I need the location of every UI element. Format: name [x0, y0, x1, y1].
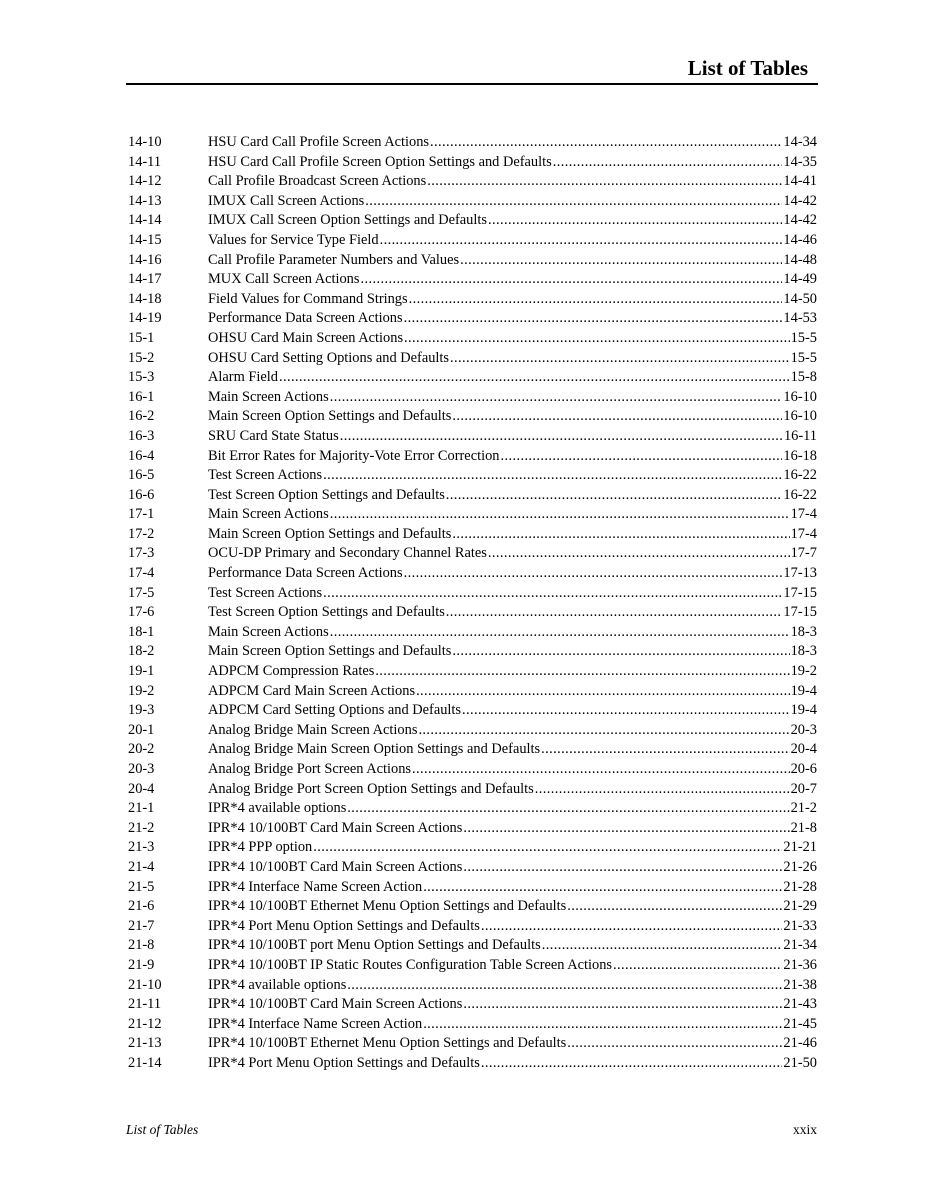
dot-leader [463, 858, 782, 878]
toc-entry[interactable] [128, 780, 817, 800]
table-title: Call Profile Broadcast Screen Actions [208, 173, 427, 190]
table-number: 16-1 [128, 388, 155, 405]
dot-leader [427, 172, 782, 192]
dot-leader [567, 1034, 782, 1054]
table-number: 21-13 [128, 1035, 162, 1052]
page-reference: 16-22 [783, 486, 817, 503]
table-title: Test Screen Option Settings and Defaults [208, 486, 445, 503]
dot-leader [365, 192, 782, 212]
page-reference: 16-11 [783, 427, 817, 444]
page-reference: 17-4 [790, 525, 817, 542]
table-number: 15-1 [128, 329, 155, 346]
table-number: 20-3 [128, 761, 155, 777]
table-number: 17-4 [128, 565, 155, 582]
table-number: 19-3 [128, 702, 155, 719]
page-reference: 15-5 [790, 349, 817, 366]
page-reference: 21-33 [783, 917, 817, 934]
table-title: IPR*4 10/100BT Ethernet Menu Option Settings and Defaults [208, 1035, 567, 1052]
table-number: 16-6 [128, 486, 155, 503]
table-title: Test Screen Option Settings and Defaults [208, 604, 445, 621]
toc-entry[interactable] [128, 329, 817, 349]
toc-entry[interactable] [128, 956, 817, 976]
dot-leader [613, 956, 782, 976]
table-number: 19-1 [128, 663, 155, 680]
dot-leader [567, 897, 782, 917]
table-number: 14-17 [128, 271, 162, 288]
table-title: IPR*4 10/100BT port Menu Option Settings and Defaults [208, 937, 541, 954]
table-title: IPR*4 10/100BT Card Main Screen Actions [208, 858, 463, 875]
table-number: 21-3 [128, 839, 155, 856]
toc-entry[interactable] [128, 309, 817, 329]
toc-entry[interactable] [128, 486, 817, 506]
table-title: ADPCM Card Main Screen Actions [208, 682, 416, 699]
table-title: Test Screen Actions [208, 467, 323, 484]
toc-entry[interactable] [128, 388, 817, 408]
dot-leader [330, 505, 790, 525]
dot-leader [404, 564, 783, 584]
toc-entry[interactable] [128, 564, 817, 584]
page-title: List of Tables [687, 56, 808, 80]
toc-entry[interactable] [128, 133, 817, 153]
toc-entry[interactable] [128, 897, 817, 917]
table-title: Main Screen Option Settings and Defaults [208, 525, 452, 542]
table-number: 20-2 [128, 741, 155, 758]
page-reference: 14-46 [783, 231, 817, 248]
toc-entry[interactable] [128, 544, 817, 564]
toc-entry[interactable] [128, 701, 817, 721]
table-title: IMUX Call Screen Actions [208, 192, 365, 209]
page-reference: 19-4 [790, 682, 817, 699]
table-number: 18-2 [128, 643, 155, 660]
toc-entry[interactable] [128, 799, 817, 819]
table-title: IPR*4 10/100BT IP Static Routes Configuration Table Screen Actions [208, 956, 613, 973]
table-number: 21-4 [128, 858, 155, 875]
dot-leader [463, 995, 782, 1015]
page-reference: 17-7 [790, 545, 817, 562]
toc-entry[interactable] [128, 192, 817, 212]
table-number: 19-2 [128, 682, 155, 699]
page-reference: 21-21 [783, 839, 817, 856]
toc-entry[interactable] [128, 740, 817, 760]
table-title: Performance Data Screen Actions [208, 310, 403, 327]
toc-entry[interactable] [128, 153, 817, 173]
toc-entry[interactable] [128, 349, 817, 369]
toc-entry[interactable] [128, 917, 817, 937]
toc-entry[interactable] [128, 270, 817, 290]
page-reference: 17-4 [790, 506, 817, 523]
table-title: IPR*4 Interface Name Screen Action [208, 1015, 423, 1032]
table-number: 20-1 [128, 721, 155, 738]
toc-entry[interactable] [128, 1034, 817, 1054]
table-title: IPR*4 PPP option [208, 839, 313, 856]
page-reference: 16-22 [783, 467, 817, 484]
toc-entry[interactable] [128, 447, 817, 467]
page-reference: 15-5 [790, 329, 817, 346]
page-reference: 20-3 [790, 721, 817, 738]
page-reference: 14-53 [783, 310, 817, 327]
dot-leader [330, 388, 783, 408]
table-number: 17-6 [128, 604, 155, 621]
toc-entry[interactable] [128, 995, 817, 1015]
dot-leader [404, 309, 783, 329]
table-number: 21-10 [128, 976, 162, 993]
page-reference: 14-34 [783, 134, 817, 150]
toc-entry[interactable] [128, 172, 817, 192]
table-title: Field Values for Command Strings [208, 290, 408, 307]
dot-leader [279, 368, 790, 388]
table-number: 14-16 [128, 251, 162, 268]
table-title: Main Screen Actions [208, 388, 329, 405]
table-number: 16-5 [128, 467, 155, 484]
table-title: Values for Service Type Field [208, 231, 379, 248]
dot-leader [450, 349, 790, 369]
table-title: Analog Bridge Port Screen Actions [208, 761, 412, 777]
table-number: 16-2 [128, 408, 155, 425]
toc-entry[interactable] [128, 466, 817, 486]
page-reference: 16-18 [783, 447, 817, 464]
page-reference: 14-35 [783, 153, 817, 170]
toc-entry[interactable] [128, 584, 817, 604]
table-title: IMUX Call Screen Option Settings and Defaults [208, 212, 487, 229]
table-number: 20-4 [128, 780, 155, 797]
dot-leader [452, 642, 789, 662]
dot-leader [481, 1054, 783, 1074]
page-reference: 14-50 [783, 290, 817, 307]
toc-entry[interactable] [128, 427, 817, 447]
table-title: IPR*4 Port Menu Option Settings and Defaults [208, 917, 480, 934]
table-number: 17-3 [128, 545, 155, 562]
page-reference: 20-6 [790, 761, 817, 777]
page-reference: 14-42 [783, 212, 817, 229]
page-reference: 16-10 [783, 408, 817, 425]
page-reference: 21-2 [790, 800, 817, 817]
table-number: 14-10 [128, 134, 162, 150]
page-reference: 21-45 [783, 1015, 817, 1032]
table-number: 16-3 [128, 427, 155, 444]
dot-leader [446, 603, 783, 623]
toc-entry[interactable] [128, 505, 817, 525]
toc-entry[interactable] [128, 819, 817, 839]
dot-leader [416, 682, 790, 702]
toc-entry[interactable] [128, 760, 817, 780]
table-number: 21-9 [128, 956, 155, 973]
table-number: 14-13 [128, 192, 162, 209]
page-reference: 21-8 [790, 819, 817, 836]
toc-entry[interactable] [128, 231, 817, 251]
dot-leader [412, 760, 790, 780]
table-list [128, 133, 817, 1074]
dot-leader [542, 936, 783, 956]
dot-leader [404, 329, 790, 349]
dot-leader [409, 290, 783, 310]
toc-entry[interactable] [128, 682, 817, 702]
dot-leader [452, 525, 789, 545]
dot-leader [330, 623, 790, 643]
page-reference: 15-8 [790, 369, 817, 386]
page-reference: 14-42 [783, 192, 817, 209]
table-number: 21-2 [128, 819, 155, 836]
table-title: Main Screen Actions [208, 506, 329, 523]
dot-leader [430, 133, 782, 153]
table-title: Bit Error Rates for Majority-Vote Error Correction [208, 447, 500, 464]
table-number: 17-1 [128, 506, 155, 523]
page-reference: 20-4 [790, 741, 817, 758]
page-reference: 19-2 [790, 663, 817, 680]
page-reference: 14-48 [783, 251, 817, 268]
table-number: 17-2 [128, 525, 155, 542]
dot-leader [323, 466, 782, 486]
page-reference: 21-29 [783, 898, 817, 915]
toc-entry[interactable] [128, 603, 817, 623]
table-title: Alarm Field [208, 369, 278, 386]
toc-entry[interactable] [128, 858, 817, 878]
toc-entry[interactable] [128, 878, 817, 898]
table-number: 21-7 [128, 917, 155, 934]
dot-leader [347, 976, 782, 996]
page-reference: 21-38 [783, 976, 817, 993]
toc-entry[interactable] [128, 1015, 817, 1035]
table-title: ADPCM Compression Rates [208, 663, 375, 680]
table-title: ADPCM Card Setting Options and Defaults [208, 702, 462, 719]
page-reference: 21-36 [783, 956, 817, 973]
dot-leader [488, 211, 782, 231]
dot-leader [423, 1015, 782, 1035]
dot-leader [553, 153, 783, 173]
table-title: OHSU Card Setting Options and Defaults [208, 349, 450, 366]
page-reference: 16-10 [783, 388, 817, 405]
page-reference: 14-49 [783, 271, 817, 288]
toc-entry[interactable] [128, 976, 817, 996]
dot-leader [323, 584, 782, 604]
table-number: 14-11 [128, 153, 162, 170]
dot-leader [313, 838, 782, 858]
toc-entry[interactable] [128, 1054, 817, 1074]
dot-leader [462, 701, 790, 721]
table-number: 21-14 [128, 1054, 162, 1071]
table-title: Analog Bridge Main Screen Option Settings and Defaults [208, 741, 541, 758]
toc-entry[interactable] [128, 936, 817, 956]
dot-leader [360, 270, 782, 290]
table-title: Call Profile Parameter Numbers and Values [208, 251, 460, 268]
toc-entry[interactable] [128, 525, 817, 545]
page-reference: 21-43 [783, 996, 817, 1013]
table-title: IPR*4 available options [208, 976, 347, 993]
page-reference: 18-3 [790, 643, 817, 660]
toc-entry[interactable] [128, 721, 817, 741]
table-title: Performance Data Screen Actions [208, 565, 403, 582]
table-title: Analog Bridge Main Screen Actions [208, 721, 418, 738]
dot-leader [347, 799, 789, 819]
header-rule [126, 83, 818, 85]
page-reference: 21-34 [783, 937, 817, 954]
table-title: IPR*4 Port Menu Option Settings and Defaults [208, 1054, 480, 1071]
table-number: 21-12 [128, 1015, 162, 1032]
toc-entry[interactable] [128, 251, 817, 271]
table-number: 14-12 [128, 173, 162, 190]
page-reference: 21-50 [783, 1054, 817, 1071]
page-reference: 14-41 [783, 173, 817, 190]
dot-leader [460, 251, 782, 271]
dot-leader [380, 231, 783, 251]
table-number: 15-3 [128, 369, 155, 386]
table-title: Main Screen Actions [208, 623, 329, 640]
table-title: IPR*4 available options [208, 800, 347, 817]
table-number: 21-5 [128, 878, 155, 895]
page-reference: 17-13 [783, 565, 817, 582]
dot-leader [418, 721, 789, 741]
page-reference: 18-3 [790, 623, 817, 640]
toc-entry[interactable] [128, 642, 817, 662]
table-title: SRU Card State Status [208, 427, 339, 444]
dot-leader [452, 407, 782, 427]
page-reference: 21-46 [783, 1035, 817, 1052]
table-title: HSU Card Call Profile Screen Actions [208, 134, 430, 150]
toc-entry[interactable] [128, 407, 817, 427]
dot-leader [535, 780, 790, 800]
table-number: 16-4 [128, 447, 155, 464]
table-title: Main Screen Option Settings and Defaults [208, 643, 452, 660]
toc-entry[interactable] [128, 838, 817, 858]
dot-leader [500, 447, 782, 467]
table-title: Test Screen Actions [208, 584, 323, 601]
toc-entry[interactable] [128, 368, 817, 388]
table-number: 14-14 [128, 212, 162, 229]
table-number: 21-6 [128, 898, 155, 915]
toc-entry[interactable] [128, 662, 817, 682]
toc-entry[interactable] [128, 211, 817, 231]
page-reference: 17-15 [783, 584, 817, 601]
table-title: Analog Bridge Port Screen Option Settings and Defaults [208, 780, 534, 797]
dot-leader [463, 819, 789, 839]
table-title: MUX Call Screen Actions [208, 271, 360, 288]
table-title: IPR*4 10/100BT Card Main Screen Actions [208, 819, 463, 836]
dot-leader [375, 662, 789, 682]
table-title: IPR*4 Interface Name Screen Action [208, 878, 423, 895]
dot-leader [481, 917, 783, 937]
table-number: 21-8 [128, 937, 155, 954]
footer-page-number: xxix [792, 1122, 817, 1137]
page-reference: 21-26 [783, 858, 817, 875]
table-title: IPR*4 10/100BT Card Main Screen Actions [208, 996, 463, 1013]
dot-leader [488, 544, 790, 564]
toc-entry[interactable] [128, 623, 817, 643]
dot-leader [423, 878, 782, 898]
table-title: OHSU Card Main Screen Actions [208, 329, 404, 346]
table-number: 21-1 [128, 800, 155, 817]
footer-section-title: List of Tables [126, 1122, 199, 1137]
table-title: OCU-DP Primary and Secondary Channel Rates [208, 545, 487, 562]
table-number: 15-2 [128, 349, 155, 366]
table-number: 21-11 [128, 996, 162, 1013]
dot-leader [541, 740, 789, 760]
toc-entry[interactable] [128, 290, 817, 310]
table-title: HSU Card Call Profile Screen Option Settings and Defaults [208, 153, 552, 170]
table-number: 14-18 [128, 290, 162, 307]
table-number: 14-19 [128, 310, 162, 327]
dot-leader [446, 486, 783, 506]
table-title: IPR*4 10/100BT Ethernet Menu Option Settings and Defaults [208, 898, 567, 915]
page-reference: 21-28 [783, 878, 817, 895]
table-number: 14-15 [128, 231, 162, 248]
dot-leader [340, 427, 783, 447]
page-reference: 17-15 [783, 604, 817, 621]
page-reference: 19-4 [790, 702, 817, 719]
table-number: 17-5 [128, 584, 155, 601]
page-reference: 20-7 [790, 780, 817, 797]
table-title: Main Screen Option Settings and Defaults [208, 408, 452, 425]
table-number: 18-1 [128, 623, 155, 640]
